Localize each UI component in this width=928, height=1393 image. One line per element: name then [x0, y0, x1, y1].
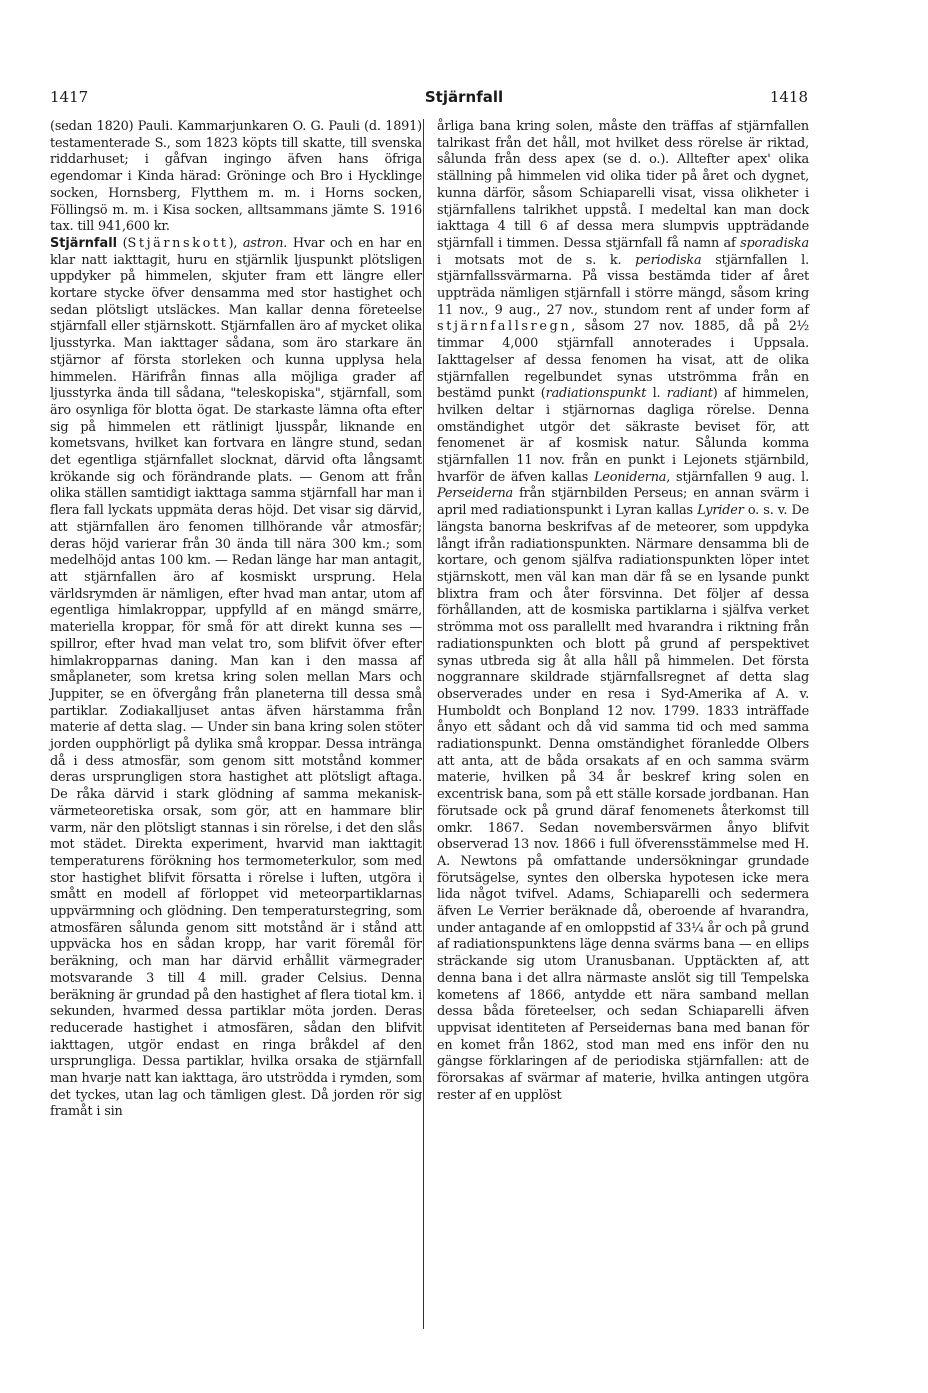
term-radiationspunkt: radiationspunkt — [545, 386, 647, 402]
term-lyrider: Lyrider — [697, 503, 744, 519]
term-sporadiska: sporadiska — [740, 235, 809, 251]
term-leoniderna: Leoniderna — [593, 469, 667, 485]
article-body-start: Hvar och en har en klar natt iakttagit, huru en stjärnlik ljuspunkt plötsligen uppdyker på himmelen, skjuter fram ett längre eller kortare stycke öfver densamma med stor hastighet och sedan plötsligt utsläckes. Man kallar denna företeelse stjärnfall eller stjärnskott. Stjärnfallen äro af mycket olika ljusstyrka. Man iakttager sådana, som äro starkare än stjärnor af första storleken och kunna upplysa hela himmelen. Härifrån finnas alla möjliga grader af ljusstyrka ända till sådana, "teleskopiska", stjärnfall, som äro osynliga för blotta ögat. De starkaste lämna ofta efter sig på himmelen ett rätlinigt ljusspår, liknande en kometsvans, hvilket kan fortvara en längre stund, sedan det egentliga stjärnfallet slocknat, därvid ofta långsamt krökande sig och förändrande plats. — Genom att från olika ställen samtidigt iakttaga samma stjärnfall har man i flera fall lyckats uppmäta deras höjd. Det visar sig därvid, att stjärnfallen äro fenomen tillhörande vår atmosfär; deras höjd varierar från 30 ända till nära 300 km.; som medelhöjd antas 100 km. — Redan länge har man antagit, att stjärnfallen äro af kosmiskt ursprung. Hela världsrymden är nämligen, efter hvad man antar, utom af egentliga himlakroppar, uppfylld af en mängd smärre, materiella kroppar, för små för att direkt kunna ses — spillror, efter hvad man velat tro, som blifvit öfver efter himlakropparnas daning. Man kan i den massa af småplaneter, som kretsa kring solen mellan Mars och Juppiter, se en öfvergång från planeterna till dessa små partiklar. Zodiakalljuset antas äfven härstamma från materie af detta slag. — Under sin bana kring solen stöter jorden oupphörligt på dylika små kroppar. Dessa intränga då i dess atmosfär, som genom sitt motstånd kommer deras ursprungligen stora hastighet att plötsligt aftaga. De råka därvid i stark glödning af samma mekanisk-värmeteoretiska orsak, som gör, att en hammare blir varm, när den plötsligt stannas i sin rörelse, i det den slås mot städet. Direkta experiment, hvarvid man iakttagit temperaturens förökning hos termometerkulor, som med stor hastighet blifvit försatta i rörelse i luften, utgöra i smått en modell af förloppet vid meteorpartiklarnas uppvärmning och glödning. Den temperaturstegring, som atmosfären sålunda genom sitt motstånd är i stånd att uppväcka hos en sådan kropp, har varit föremål för beräkning, och man har därvid erhållit värmegrader motsvarande 3 till 4 mill. grader Celsius. Denna beräkning är grundad på den hastighet af flera tiotal km. i sekunden, hvarmed dessa partiklar möta jorden. Deras reducerade hastighet i atmosfären, sådan den blifvit iakttagen, utgör endast en ringa bråkdel af den ursprungliga. Dessa partiklar, hvilka orsaka de stjärnfall man hvarje natt kan iakttaga, äro utströdda i rymden, som det tyckes, utan lag och tämligen glest. Då jorden rör sig framåt i sin — [50, 235, 423, 1120]
term-periodiska: periodiska — [635, 252, 702, 268]
term-radiant: radiant — [666, 386, 713, 402]
term-stjarnfallsregn: stjärnfallsregn — [437, 319, 572, 335]
right-column — [437, 119, 809, 1104]
subject-label: astron. — [242, 235, 288, 251]
running-title: Stjärnfall — [424, 88, 504, 106]
left-column — [50, 119, 422, 1121]
left-page-number: 1417 — [50, 88, 89, 106]
article-headword: Stjärnfall — [50, 235, 117, 251]
article-synonym: Stjärnskott — [127, 235, 229, 251]
column-divider — [423, 119, 424, 1329]
term-perseiderna: Perseiderna — [437, 486, 514, 502]
previous-article-ending: (sedan 1820) Pauli. Kammarjunkaren O. G. Pauli (d. 1891) testamenterade S., som 1823 köpts till skatte, till svenska riddarhuset; i gåfvan ingingo äfven hans öfriga egendomar i Kinda härad: Gröninge och Bro i Hycklinge socken, Hornsberg, Flytthem m. m. i Horns socken, Föllingsö m. m. i Kisa socken, alltsammans jämte S. 1916 tax. till 941,600 kr. — [50, 119, 422, 235]
page-header — [0, 0, 928, 110]
right-page-number: 1418 — [769, 88, 808, 106]
article-body-continued: årliga bana kring solen, måste den träffas af stjärnfallen talrikast från det håll, mot hvilket dess rörelse är riktad, sålunda från dess apex (se d. o.). Alltefter apex' olika ställning på himmelen vid olika tider på året och dygnet, kunna därför, såsom Schiaparelli visat, vissa olikheter i stjärnfallens talrikhet uppstå. I medeltal kan man dock iakttaga 4 till 6 af dessa mera slumpvis uppträdande stjärnfall i timmen. Dessa stjärnfall få namn af sporadiska i motsats mot de s. k. periodiska stjärnfallen l. stjärnfallssvärmarna. På vissa bestämda tider af året uppträda nämligen stjärnfall i större mängd, såsom kring 11 nov., 9 aug., 27 nov., stundom rent af under form af stjärnfallsregn, såsom 27 nov. 1885, då på 2½ timmar 4,000 stjärnfall annoterades i Uppsala. Iakttagelser af dessa fenomen ha visat, att de olika stjärnfallen regelbundet synas utströmma från en bestämd punkt (radiationspunkt l. radiant) af himmelen, hvilken deltar i stjärnornas dagliga rörelse. Denna omständighet utgör det säkraste beviset för, att fenomenet är af kosmisk natur. Sålunda komma stjärnfallen 11 nov. från en punkt i Lejonets stjärnbild, hvarför de äfven kallas Leoniderna, stjärnfallen 9 aug. l. Perseiderna från stjärnbilden Perseus; en annan svärm i april med radiationspunkt i Lyran kallas Lyrider o. s. v. De längsta banorna beskrifvas af de meteorer, som uppdyka långt ifrån radiationspunkten. Närmare densamma bli de kortare, och genom själfva radiationspunkten löper intet stjärnskott, men väl kan man där få se en lysande punkt blixtra fram och åter försvinna. Det följer af dessa förhållanden, att de kosmiska partiklarna i själfva verket strömma mot oss parallellt med hvarandra i riktning från radiationspunkten och blott på grund af perspektivet synas utbreda sig åt alla håll på himmelen. Det första noggrannare skildrade stjärnfallsregnet af detta slag observerades under en resa i Syd-Amerika af A. v. Humboldt och Bonpland 12 nov. 1799. 1833 inträffade ånyo ett sådant och då vid samma tid och med samma radiationspunkt. Denna omständighet föranledde Olbers att anta, att de båda orsakats af en och samma svärm materie, hvilken på 34 år beskref kring solen en excentrisk bana, som på ett ställe korsade jordbanan. Han förutsade ock på grund däraf fenomenets återkomst till omkr. 1867. Sedan novembersvärmen ånyo blifvit observerad 13 nov. 1866 i full öfverensstämmelse med H. A. Newtons på omfattande undersökningar grundade förutsägelse, syntes den olberska hypotesen icke mera lida något tvifvel. Adams, Schiaparelli och sedermera äfven Le Verrier beräknade då, oberoende af hvarandra, under antagande af en omloppstid af 33¼ år och på grund af radiationspunktens läge denna svärms bana — en ellips sträckande sig utom Uranusbanan. Upptäckten af, att denna bana i det allra närmaste anslöt sig till Tempelska kometens af 1866, antydde ett nära samband mellan dessa båda företeelser, och sedan Schiaparelli äfven uppvisat identiteten af Perseidernas bana med banan för en komet från 1862, stod man med ens inför den nu gängse förklaringen af de periodiska stjärnfallen: att de förorsakas af svärmar af materie, hvilka antingen utgöra rester af en upplöst — [437, 119, 810, 1103]
article-stjarnfall: Stjärnfall (Stjärnskott), astron. Hvar och en har en klar natt iakttagit, huru en stjärnlik ljuspunkt plötsligen uppdyker på himmelen, skjuter fram ett längre eller kortare stycke öfver densamma med stor hastighet och sedan plötsligt utsläckes. Man kallar denna företeelse stjärnfall eller stjärnskott. Stjärnfallen äro af mycket olika ljusstyrka. Man iakttager sådana, som äro starkare än stjärnor af första storleken och kunna upplysa hela himmelen. Härifrån finnas alla möjliga grader af ljusstyrka ända till sådana, "teleskopiska", stjärnfall, som äro osynliga för blotta ögat. De starkaste lämna ofta efter sig på himmelen ett rätlinigt ljusspår, liknande en kometsvans, hvilket kan fortvara en längre stund, sedan det egentliga stjärnfallet slocknat, därvid ofta långsamt krökande sig och förändrande plats. — Genom att från olika ställen samtidigt iakttaga samma stjärnfall har man i flera fall lyckats uppmäta deras höjd. Det visar sig därvid, att stjärnfallen äro fenomen tillhörande vår atmosfär; deras höjd varierar från 30 ända till nära 300 km.; som medelhöjd antas 100 km. — Redan länge har man antagit, att stjärnfallen äro af kosmiskt ursprung. Hela världsrymden är nämligen, efter hvad man antar, utom af egentliga himlakroppar, uppfylld af en mängd smärre, materiella kroppar, för små för att direkt kunna ses — spillror, efter hvad man velat tro, som blifvit öfver efter himlakropparnas daning. Man kan i den massa af småplaneter, som kretsa kring solen mellan Mars och Juppiter, se en öfvergång från planeterna till dessa små partiklar. Zodiakalljuset antas äfven härstamma från materie af detta slag. — Under sin bana kring solen stöter jorden oupphörligt på dylika små kroppar. Dessa intränga då i dess atmosfär, som genom sitt motstånd kommer deras ursprungligen stora hastighet att plötsligt aftaga. De råka därvid i stark glödning af samma mekanisk-värmeteoretiska orsak, som gör, att en hammare blir varm, när den plötsligt stannas i sin rörelse, i det den slås mot städet. Direkta experiment, hvarvid man iakttagit temperaturens förökning hos termometerkulor, som med stor hastighet blifvit försatta i rörelse i luften, utgöra i smått en modell af förloppet vid meteorpartiklarnas uppvärmning och glödning. Den temperaturstegring, som atmosfären sålunda genom sitt motstånd är i stånd att uppväcka hos en sådan kropp, har varit föremål för beräkning, och man har därvid erhållit värmegrader motsvarande 3 till 4 mill. grader Celsius. Denna beräkning är grundad på den hastighet af flera tiotal km. i sekunden, hvarmed dessa partiklar möta jorden. Deras reducerade hastighet i atmosfären, sådan den blifvit iakttagen, utgör endast en ringa bråkdel af den ursprungliga. Dessa partiklar, hvilka orsaka de stjärnfall man hvarje natt kan iakttaga, äro utströdda i rymden, som det tyckes, utan lag och tämligen glest. Då jorden rör sig framåt i sin — [50, 235, 423, 1120]
